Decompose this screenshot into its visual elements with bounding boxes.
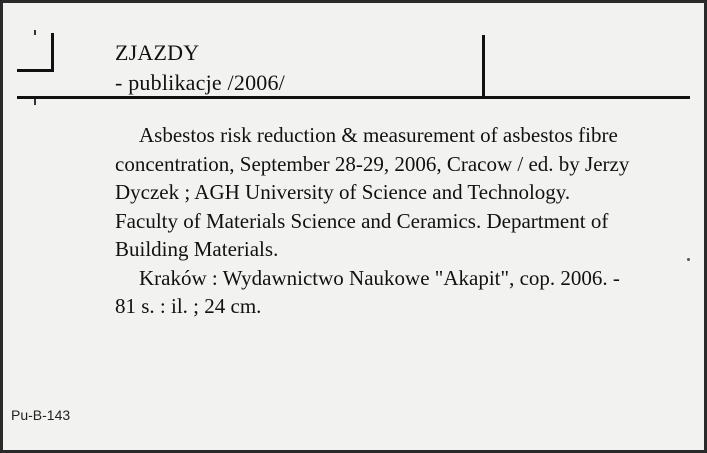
- guide-mark: [34, 30, 36, 35]
- header-rule: [17, 96, 690, 99]
- guide-mark: [34, 99, 36, 105]
- call-number: Pu-B-143: [11, 407, 71, 423]
- subject-heading-main: ZJAZDY: [115, 40, 200, 65]
- corner-bracket-horizontal: [17, 69, 54, 72]
- subject-heading: [115, 38, 285, 98]
- imprint-paragraph: Kraków : Wydawnictwo Naukowe "Akapit", cop. 2006. - 81 s. : il. ; 24 cm.: [115, 265, 620, 318]
- title-paragraph: Asbestos risk reduction & measurement of asbestos fibre concentration, September 28-29, 2006, Cracow / ed. by Jerzy Dyczek ; AGH University of Science and Technology. Faculty of Materials Science and Ceramics. Department of Building Materials.: [115, 123, 630, 261]
- corner-bracket-vertical: [51, 33, 54, 71]
- bibliographic-entry: [115, 121, 635, 321]
- header-vertical-rule: [482, 35, 485, 97]
- subject-heading-sub: - publikacje /2006/: [115, 70, 285, 95]
- dust-speck: [687, 258, 690, 261]
